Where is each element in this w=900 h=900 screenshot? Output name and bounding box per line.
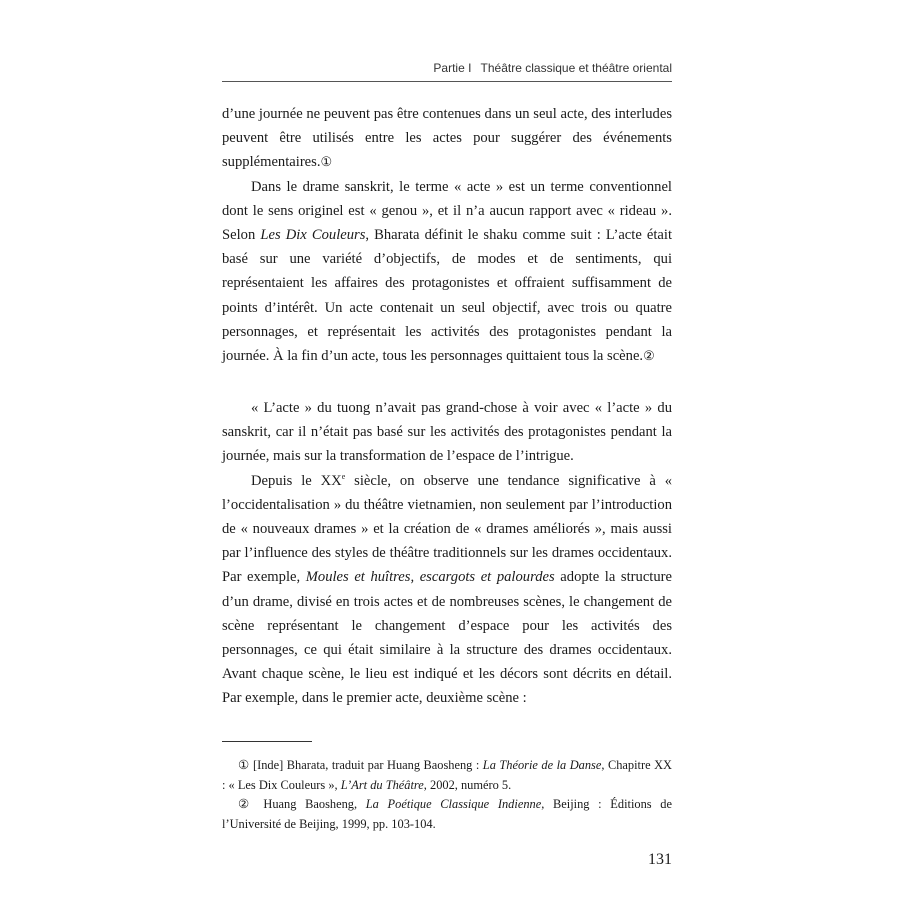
footnote-1-text-c: , 2002, numéro 5. — [423, 777, 512, 792]
quote-paragraph-1 — [222, 102, 672, 175]
footnote-ref-2: ② — [643, 348, 655, 364]
footnote-1-marker: ① — [238, 758, 250, 772]
footnote-1 — [222, 756, 672, 795]
header-rule — [222, 81, 672, 82]
body-p2-play-title: Moules et huîtres, escargots et palourdes — [305, 569, 555, 586]
running-header — [222, 61, 672, 75]
header-title: Théâtre classique et théâtre oriental — [480, 61, 672, 75]
footnote-1-text-a: [Inde] Bharata, traduit par Huang Baosheng : — [249, 758, 483, 772]
page-number: 131 — [648, 851, 672, 868]
body-paragraph-2 — [222, 469, 672, 711]
footnote-ref-1: ① — [320, 154, 333, 170]
body-p2-text-a: Depuis le XX — [251, 472, 342, 489]
body-p2-text-b: siècle, on observe une tendance significative à « l’occidentalisation » du théâtre vietnamien, non seulement par l’introduction de « nouveaux drames » et la création de « drames améliorés », mais aussi par l’influence des styles de théâtre traditionnels sur les drames occidentaux. Par exemple, — [222, 472, 672, 586]
quote-p2-text-b: , Bharata définit le shaku comme suit : L’acte était basé sur une variété d’objectifs, de modes et de sentiments, qui représentaient les affaires des protagonistes et offraient suffisamment de points d’intérêt. Un acte contenait un seul objectif, avec trois ou quatre personnages, et représentait les activités des protagonistes pendant la journée. À la fin d’un acte, tous les personnages quittaient tous la scène. — [222, 227, 673, 365]
quote-paragraph-2 — [222, 175, 672, 369]
footnote-2 — [222, 795, 672, 834]
footnote-rule — [222, 741, 312, 742]
main-text — [222, 396, 672, 711]
quote-p2-book-title: Les Dix Couleurs — [260, 227, 366, 244]
century-ordinal: e — [341, 471, 346, 481]
quoted-passage — [222, 102, 672, 368]
body-p2-text-c: adopte la structure d’un drame, divisé en trois actes et de nombreuses scènes, le changement de scène représentant le changement d’espace pour les activités des personnages, ce qui était similaire à la structure des drames occidentaux. Avant chaque scène, le lieu est indiqué et les décors sont décrits en détail. Par exemple, dans le premier acte, deuxième scène : — [222, 569, 672, 707]
footnote-1-title-2: L’Art du Théâtre — [340, 777, 424, 792]
header-part: Partie I — [433, 61, 472, 75]
footnote-2-marker: ② — [238, 797, 255, 811]
footnote-2-text-b: , Beijing : Éditions de l’Université de Beijing, 1999, pp. 103-104. — [222, 797, 673, 831]
footnote-1-title-1: La Théorie de la Danse — [482, 758, 602, 772]
quote-p1-text: d’une journée ne peuvent pas être contenues dans un seul acte, des interludes peuvent être utilisés entre les actes pour suggérer des événements supplémentaires. — [222, 106, 672, 171]
footnote-2-title: La Poétique Classique Indienne — [365, 797, 542, 811]
body-paragraph-1: « L’acte » du tuong n’avait pas grand-chose à voir avec « l’acte » du sanskrit, car il n’était pas basé sur les activités des protagonistes pendant la journée, mais sur la transformation de l’espace de l’intrigue. — [222, 400, 672, 465]
quote-p2-text-a: Dans le drame sanskrit, le terme « acte » est un terme conventionnel dont le sens originel est « genou », et il n’a aucun rapport avec « rideau ». Selon — [222, 178, 672, 244]
footnote-1-text-b: , Chapitre XX : « Les Dix Couleurs », — [222, 758, 673, 792]
footnotes — [222, 756, 672, 834]
footnote-2-text-a: Huang Baosheng, — [254, 797, 366, 811]
